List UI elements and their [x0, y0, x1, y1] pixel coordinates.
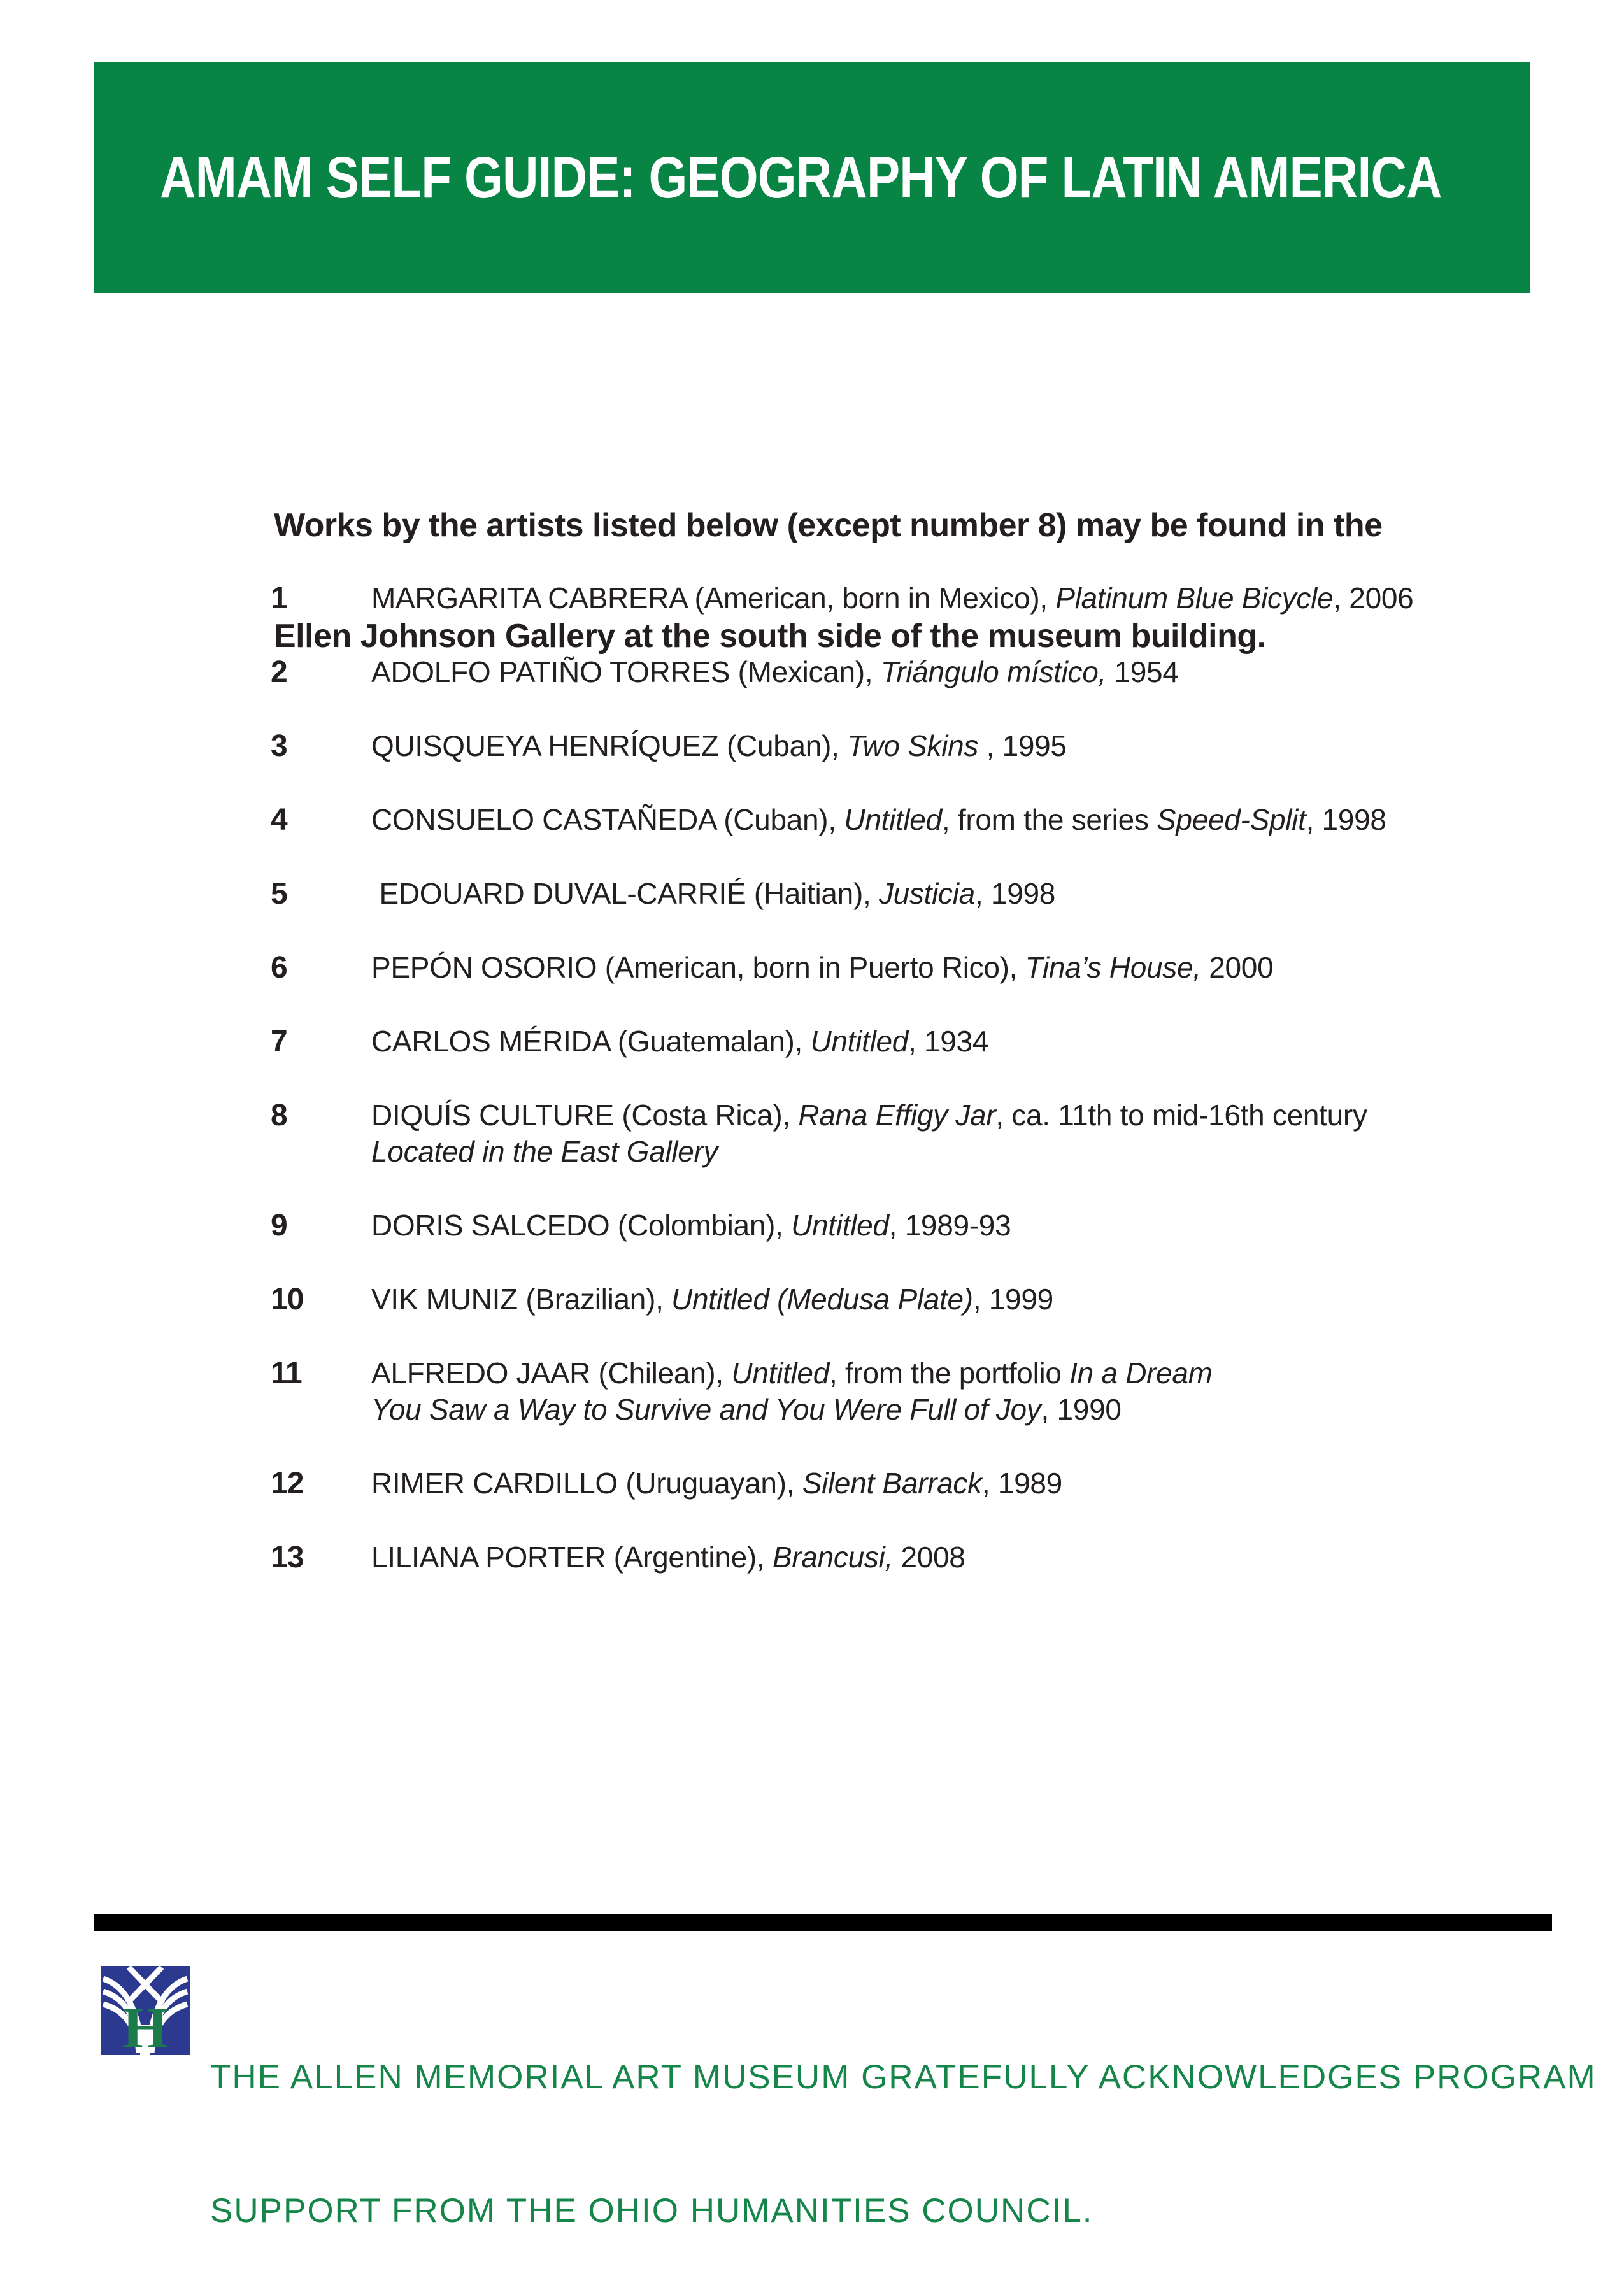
list-item-text: EDOUARD DUVAL-CARRIÉ (Haitian), Justicia, 1998	[371, 877, 1056, 910]
list-item-number: 7	[271, 1025, 287, 1058]
list-item-number: 13	[271, 1541, 304, 1574]
list-item-number: 2	[271, 655, 287, 689]
list-item	[271, 1355, 1551, 1428]
page-title: AMAM SELF GUIDE: GEOGRAPHY OF LATIN AMERICA	[160, 145, 1442, 210]
list-item	[271, 1281, 1551, 1318]
list-item-number: 11	[271, 1356, 302, 1390]
list-item-text: RIMER CARDILLO (Uruguayan), Silent Barrack, 1989	[371, 1467, 1062, 1500]
list-item-text: CONSUELO CASTAÑEDA (Cuban), Untitled, from the series Speed-Split, 1998	[371, 803, 1386, 836]
list-item-number: 9	[271, 1209, 287, 1242]
list-item-number: 8	[271, 1099, 287, 1132]
list-item-number: 6	[271, 951, 287, 985]
list-item-number: 12	[271, 1467, 304, 1500]
ohio-humanities-logo	[101, 1966, 190, 2055]
list-item	[271, 802, 1551, 838]
list-item	[271, 1207, 1551, 1244]
list-item	[271, 1539, 1551, 1576]
divider-bar	[94, 1914, 1552, 1931]
list-item-text: ALFREDO JAAR (Chilean), Untitled, from the portfolio In a Dream You Saw a Way to Survive and You Were Full of Joy, 1990	[371, 1356, 1213, 1426]
list-item-text: DIQUÍS CULTURE (Costa Rica), Rana Effigy Jar, ca. 11th to mid-16th century Located in the East Gallery	[371, 1099, 1367, 1168]
footer-line-2: SUPPORT FROM THE OHIO HUMANITIES COUNCIL.	[210, 2192, 1093, 2230]
intro-line-1: Works by the artists listed below (except number 8) may be found in the	[274, 507, 1383, 544]
list-item-text: VIK MUNIZ (Brazilian), Untitled (Medusa Plate), 1999	[371, 1283, 1053, 1316]
list-item	[271, 728, 1551, 764]
intro-line-2: Ellen Johnson Gallery at the south side of the museum building.	[274, 618, 1266, 655]
list-item-text: ADOLFO PATIÑO TORRES (Mexican), Triángulo místico, 1954	[371, 655, 1179, 688]
list-item	[271, 1023, 1551, 1060]
list-item-text: MARGARITA CABRERA (American, born in Mexico), Platinum Blue Bicycle, 2006	[371, 581, 1414, 615]
list-item-text: DORIS SALCEDO (Colombian), Untitled, 1989-93	[371, 1209, 1011, 1242]
list-item	[271, 580, 1551, 616]
footer-acknowledgment	[210, 1966, 1597, 2278]
list-item-text: QUISQUEYA HENRÍQUEZ (Cuban), Two Skins , 1995	[371, 729, 1067, 762]
logo-h-letter: H	[122, 1995, 168, 2055]
list-item	[271, 1097, 1551, 1170]
list-item	[271, 1465, 1551, 1502]
header-banner	[94, 62, 1530, 293]
list-item-number: 10	[271, 1283, 304, 1316]
list-item-number: 1	[271, 581, 287, 615]
list-item-text: CARLOS MÉRIDA (Guatemalan), Untitled, 1934	[371, 1025, 989, 1058]
list-item-text: PEPÓN OSORIO (American, born in Puerto Rico), Tina’s House, 2000	[371, 951, 1274, 984]
list-item-number: 4	[271, 803, 287, 837]
list-item	[271, 654, 1551, 690]
artwork-list	[271, 580, 1551, 1613]
list-item-text: LILIANA PORTER (Argentine), Brancusi, 2008	[371, 1541, 965, 1574]
footer-line-1: THE ALLEN MEMORIAL ART MUSEUM GRATEFULLY ACKNOWLEDGES PROGRAM	[210, 2058, 1597, 2096]
list-item	[271, 876, 1551, 912]
list-item-number: 5	[271, 877, 287, 911]
list-item	[271, 950, 1551, 986]
list-item-number: 3	[271, 729, 287, 763]
